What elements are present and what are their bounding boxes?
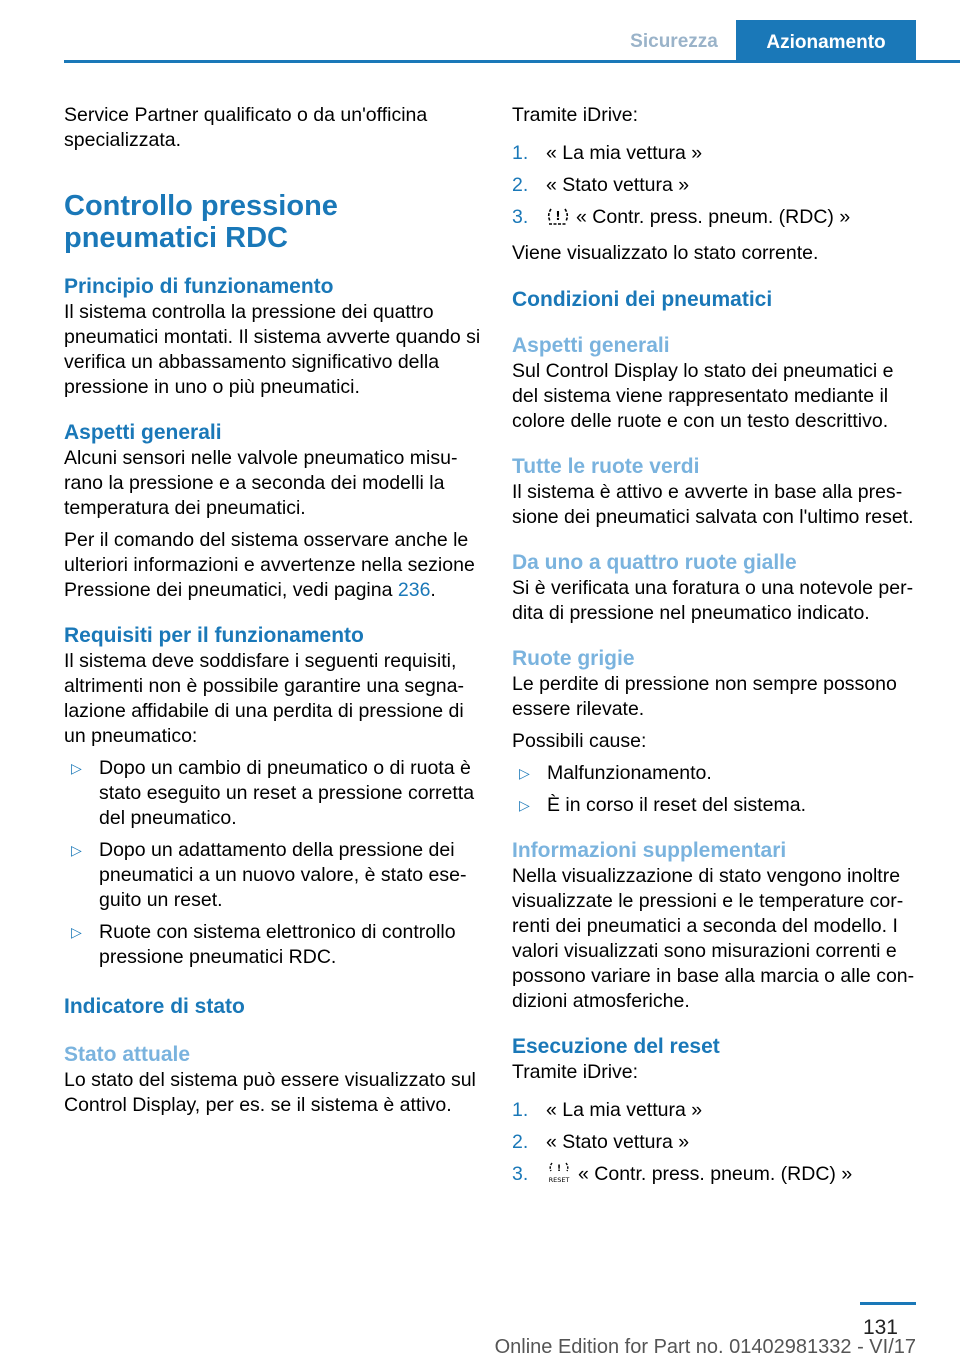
bullet-marker: ▷: [71, 842, 82, 858]
list-item: 2. « Stato vettura »: [512, 174, 690, 196]
grey-heading: Ruote grigie: [512, 647, 635, 670]
list-item: ▷ Dopo un cambio di pneumatico o di ruota è stato eseguito un reset a pressione corretta del pneumatico.: [71, 757, 475, 829]
list-item: 3. ! « Contr. press. pneum. (RDC) »: [512, 205, 924, 234]
footer-edition: Online Edition for Part no. 01402981332 - VI/17: [494, 1336, 916, 1358]
reset-via: Tramite iDrive:: [512, 1061, 639, 1083]
yellow-heading: Da uno a quattro ruote gialle: [512, 551, 797, 574]
general-text-2: Per il comando del sistema osservare anche le ulteriori informazioni e avvertenze nella sezione Pressione dei pneumatici, vedi pagina 236.: [64, 529, 475, 601]
status-heading: Indicatore di stato: [64, 995, 245, 1018]
list-item: 2. « Stato vettura »: [512, 1131, 690, 1153]
list-item: 1. « La mia vettura »: [512, 142, 703, 164]
causes-label: Possibili cause:: [512, 730, 647, 752]
general-heading-right: Aspetti generali: [512, 334, 670, 357]
extra-heading: Informazioni supplementari: [512, 839, 787, 862]
extra-text: Nella visualizzazione di stato vengono inoltre visualizzate le pressioni e le temperature correnti dei pneumatici a seconda del modello. I valori visualizzati sono misurazioni correnti e possono variare in base alla marcia o alle condizioni atmosferiche.: [512, 865, 915, 1012]
bullet-marker: ▷: [71, 924, 82, 940]
svg-text:!: !: [556, 1164, 562, 1174]
svg-text:RESET: RESET: [548, 1176, 570, 1184]
via-idrive: Tramite iDrive:: [512, 104, 639, 126]
bullet-marker: ▷: [71, 760, 82, 776]
page-number-rule: [860, 1302, 916, 1305]
tire-pressure-reset-icon: [546, 1162, 572, 1191]
requirements-text: Il sistema deve soddisfare i seguenti requisiti, altrimenti non è possibile garantire una segnalazione affidabile di una perdita di pressione di un pneumatico:: [64, 650, 464, 747]
requirements-heading: Requisiti per il funzionamento: [64, 624, 364, 647]
intro-text: Service Partner qualificato o da un'officina specializzata.: [64, 104, 428, 151]
svg-text:!: !: [555, 209, 561, 223]
list-item: 3. ! RESET « Contr. press. pneum. (RDC) »: [512, 1162, 924, 1191]
principle-heading: Principio di funzionamento: [64, 275, 334, 298]
yellow-text: Si è verificata una foratura o una notevole perdita di pressione nel pneumatico indicato.: [512, 577, 914, 624]
list-item: ▷ Dopo un adattamento della pressione dei pneumatici a un nuovo valore, è stato eseguito un reset.: [71, 839, 467, 911]
green-heading: Tutte le ruote verdi: [512, 455, 700, 478]
principle-text: Il sistema controlla la pressione dei quattro pneumatici montati. Il sistema avverte quando si verifica un abbassamento significativo della pressione in uno o più pneumatici.: [64, 301, 481, 398]
general-text: Alcuni sensori nelle valvole pneumatico misurano la pressione e a seconda dei modelli la temperatura dei pneumatici.: [64, 447, 458, 519]
general-text-right: Sul Control Display lo stato dei pneumatici e del sistema viene rappresentato mediante il colore delle ruote e con un testo descrittivo.: [512, 360, 894, 432]
tire-pressure-warning-icon: [546, 207, 570, 234]
shown-text: Viene visualizzato lo stato corrente.: [512, 242, 819, 264]
rdc-title: Controllo pressione pneumatici RDC: [64, 190, 338, 254]
list-item: ▷ Malfunzionamento.: [519, 762, 712, 784]
list-item: 1. « La mia vettura »: [512, 1099, 703, 1121]
bullet-marker: ▷: [519, 765, 530, 781]
page-ref-link[interactable]: 236: [397, 579, 431, 601]
right-column: [512, 103, 924, 1191]
list-item: ▷ Ruote con sistema elettronico di controllo pressione pneumatici RDC.: [71, 921, 456, 968]
left-column: [64, 103, 482, 1118]
header-section: Sicurezza: [630, 31, 718, 52]
green-text: Il sistema è attivo e avverte in base alla pressione dei pneumatici salvata con l'ultimo reset.: [512, 481, 914, 528]
grey-text: Le perdite di pressione non sempre possono essere rilevate.: [512, 673, 897, 720]
header-tab-active: Azionamento: [736, 20, 916, 63]
list-item: ▷ È in corso il reset del sistema.: [519, 794, 807, 816]
current-heading: Stato attuale: [64, 1043, 191, 1066]
bullet-marker: ▷: [519, 797, 530, 813]
current-text: Lo stato del sistema può essere visualizzato sul Control Display, per es. se il sistema è attivo.: [64, 1069, 476, 1116]
tire-conditions-heading: Condizioni dei pneumatici: [512, 288, 773, 311]
page-number: 131: [862, 1316, 898, 1339]
general-heading: Aspetti generali: [64, 421, 222, 444]
reset-heading: Esecuzione del reset: [512, 1035, 720, 1058]
